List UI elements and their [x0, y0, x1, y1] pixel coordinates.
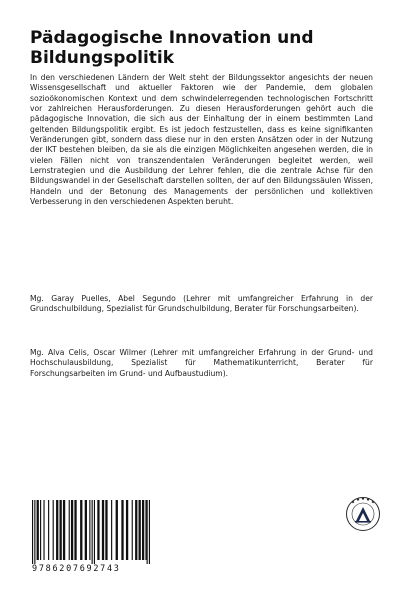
barcode-bar [135, 500, 137, 560]
barcode-bar [85, 500, 87, 560]
barcode-bar [32, 500, 33, 564]
author-bio-2: Mg. Alva Celis, Oscar Wilmer (Lehrer mit umfangreicher Erfahrung in der Grund- und Hochschulausbildung, Spezialist für Mathematikunterricht, Berater für Forschungsarbeiten im Grund- und Aufbaustudium). [30, 348, 373, 378]
barcode-bar [111, 500, 112, 560]
barcode-bar [69, 500, 70, 560]
barcode-bar [116, 500, 118, 560]
barcode-bar [43, 500, 44, 560]
barcode-bar [139, 500, 141, 560]
barcode-bar [48, 500, 49, 560]
barcode-bar [149, 500, 150, 564]
barcode-bar [97, 500, 99, 560]
isbn-number: 9786207692743 [32, 564, 121, 574]
author-bio-1: Mg. Garay Puelles, Abel Segundo (Lehrer mit umfangreicher Erfahrung in der Grundschulbildung, Spezialist für Grundschulbildung, Berater für Forschungsarbeiten). [30, 294, 373, 314]
publisher-logo [345, 496, 381, 532]
barcode-bar [74, 500, 76, 560]
barcode-bar [145, 500, 146, 560]
book-abstract: In den verschiedenen Ländern der Welt steht der Bildungssektor angesichts der neuen Wissensgesellschaft und aktueller Faktoren wie der Pandemie, dem globalen sozioökonomischen Kontext und dem schwindelerregenden technologischen Fortschritt vor zahlreichen Herausforderungen. Zu diesen Herausforderungen gehört auch die pädagogische Innovation, die sich aus der Einhaltung der in einem bestimmten Land geltenden Bildungspolitik ergibt. Es ist jedoch festzustellen, dass es keine signifikanten Veränderungen gibt, sondern dass diese nur in den ersten Ansätzen oder in der Nutzung der IKT bestehen bleiben, da sie als die einzigen Möglichkeiten angesehen werden, die in vielen Fällen nicht von transzendentalen Veränderungen begleitet werden, weil Lernstrategien und die Ausbildung der Lehrer fehlen, die die zentrale Achse für den Bildungswandel in der Gesellschaft darstellen sollten, der auf den Bildungssäulen Wissen, Handeln und der Betonung des Managements der persönlichen und kollektiven Verbesserung in den verschiedenen Aspekten beruht. [30, 73, 373, 207]
barcode-bar [94, 500, 95, 564]
barcode-bar [92, 500, 93, 564]
book-title: Pädagogische Innovation und Bildungspolitik [30, 28, 314, 68]
barcode-bar [89, 500, 90, 560]
barcode-bar [80, 500, 82, 560]
barcode-bar [71, 500, 73, 560]
barcode-icon [28, 496, 156, 566]
barcode-bar [40, 500, 41, 560]
barcode-bar [56, 500, 58, 560]
barcode-bar [37, 500, 39, 560]
barcode-bar [105, 500, 107, 560]
barcode-bar [147, 500, 148, 564]
barcode-bar [121, 500, 123, 560]
barcode-bar [34, 500, 35, 564]
barcode-bar [142, 500, 144, 560]
barcode-bar [132, 500, 133, 560]
barcode-bar [126, 500, 128, 560]
barcode-bar [102, 500, 104, 560]
barcode-bar [60, 500, 62, 560]
barcode-bar [53, 500, 54, 560]
barcode-bar [63, 500, 65, 560]
book-publisher-logo-icon [345, 496, 381, 532]
